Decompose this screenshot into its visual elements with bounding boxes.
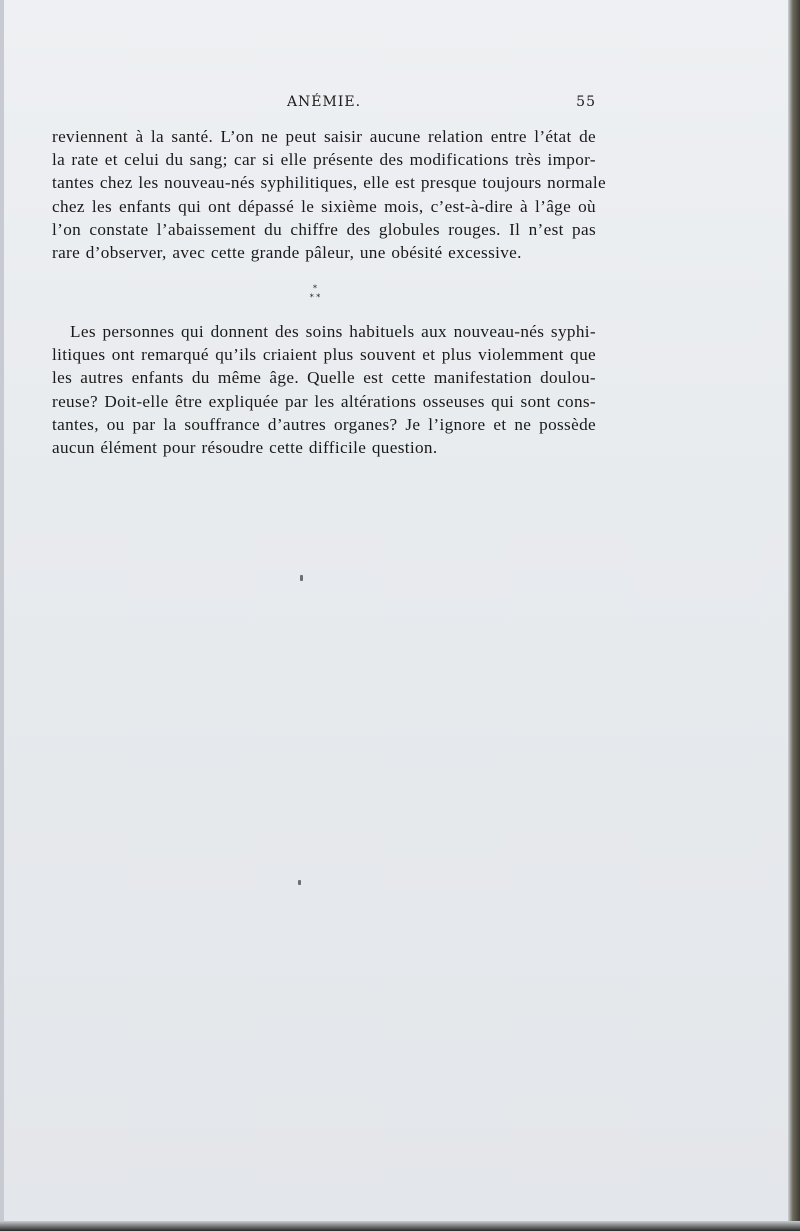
text-line: la rate et celui du sang; car si elle présente des modifications très impor-: [52, 150, 596, 170]
text-line: litiques ont remarqué qu’ils criaient plus souvent et plus violemment que: [52, 345, 596, 365]
text-line: tantes chez les nouveau-nés syphilitiques, elle est presque toujours normale: [52, 173, 606, 193]
page-number: 55: [576, 94, 596, 110]
asterism-bottom: * *: [309, 293, 321, 302]
page-left-edge: [0, 0, 4, 1231]
text-line: reviennent à la santé. L’on ne peut saisir aucune relation entre l’état de: [52, 127, 596, 146]
paragraph-1: [52, 125, 606, 264]
paragraph-2: [52, 320, 596, 459]
asterism-separator: [300, 284, 330, 304]
running-head: [52, 94, 596, 114]
page-bottom-edge: [0, 1221, 800, 1231]
text-line: chez les enfants qui ont dépassé le sixième mois, c’est-à-dire à l’âge où: [52, 196, 596, 216]
text-line: tantes, ou par la souffrance d’autres organes? Je l’ignore et ne possède: [52, 414, 596, 434]
text-line: reuse? Doit-elle être expliquée par les altérations osseuses qui sont cons-: [52, 391, 596, 411]
paper-speck: [300, 575, 303, 581]
text-line: Les personnes qui donnent des soins habituels aux nouveau-nés syphi-: [70, 322, 596, 341]
text-line: les autres enfants du même âge. Quelle est cette manifestation doulou-: [52, 368, 596, 388]
text-line: rare d’observer, avec cette grande pâleur, une obésité excessive.: [52, 243, 522, 263]
running-head-title: ANÉMIE.: [286, 94, 362, 110]
text-line: aucun élément pour résoudre cette difficile question.: [52, 438, 438, 458]
text-line: l’on constate l’abaissement du chiffre des globules rouges. Il n’est pas: [52, 219, 596, 239]
page-right-edge: [788, 0, 800, 1231]
asterism-top: *: [313, 284, 317, 293]
paper-speck: [298, 880, 301, 885]
